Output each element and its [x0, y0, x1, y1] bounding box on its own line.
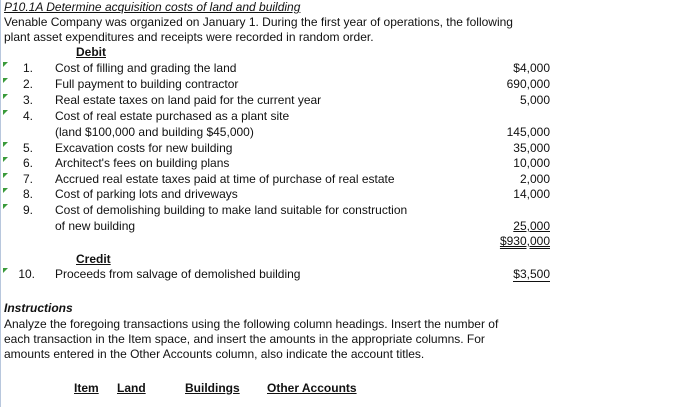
- debit-item-amount: 35,000: [513, 141, 550, 155]
- credit-item-description: Proceeds from salvage of demolished building: [55, 267, 301, 281]
- debit-item-number: 1.: [22, 61, 33, 75]
- debit-item-description: Full payment to building contractor: [55, 77, 239, 91]
- problem-title: P10.1A Determine acquisition costs of land and building: [4, 0, 301, 14]
- instructions-line-2: each transaction in the Item space, and insert the amounts in the appropriate columns. For: [4, 332, 485, 346]
- comment-marker-icon: [3, 110, 8, 115]
- comment-marker-icon: [3, 204, 8, 209]
- credit-header: Credit: [76, 252, 111, 266]
- instructions-header: Instructions: [4, 301, 73, 315]
- intro-line-2: plant asset expenditures and receipts were recorded in random order.: [4, 30, 374, 44]
- debit-item-amount: 5,000: [519, 93, 550, 107]
- debit-item-description: Cost of real estate purchased as a plant site: [55, 109, 290, 123]
- column-heading-item: Item: [74, 381, 99, 395]
- debit-item-number: 6.: [22, 156, 33, 170]
- debit-item-amount: $4,000: [513, 61, 550, 75]
- debit-item-description-cont: of new building: [55, 219, 136, 233]
- debit-item-amount: 25,000: [513, 219, 550, 233]
- debit-item-description: Accrued real estate taxes paid at time of purchase of real estate: [55, 172, 395, 186]
- comment-marker-icon: [3, 157, 8, 162]
- comment-marker-icon: [3, 94, 8, 99]
- debit-total: $930,000: [499, 234, 550, 248]
- column-heading-other-accounts: Other Accounts: [267, 381, 357, 395]
- credit-item-amount: $3,500: [513, 267, 550, 281]
- instructions-line-3: amounts entered in the Other Accounts column, also indicate the account titles.: [4, 347, 425, 361]
- comment-marker-icon: [3, 173, 8, 178]
- debit-item-description: Excavation costs for new building: [55, 141, 233, 155]
- debit-item-number: 8.: [22, 187, 33, 201]
- debit-item-number: 9.: [22, 203, 33, 217]
- debit-item-description: Cost of parking lots and driveways: [55, 187, 238, 201]
- debit-item-description: Real estate taxes on land paid for the current year: [55, 93, 322, 107]
- debit-header: Debit: [76, 45, 106, 59]
- debit-item-number: 4.: [22, 109, 33, 123]
- debit-item-description: Cost of filling and grading the land: [55, 61, 237, 75]
- intro-line-1: Venable Company was organized on January 1. During the first year of operations, the following: [4, 15, 513, 29]
- comment-marker-icon: [3, 78, 8, 83]
- comment-marker-icon: [3, 62, 8, 67]
- debit-item-description: Architect's fees on building plans: [55, 156, 230, 170]
- debit-item-amount: 14,000: [513, 187, 550, 201]
- debit-item-amount: 690,000: [506, 77, 550, 91]
- credit-item-number: 10.: [18, 267, 35, 281]
- comment-marker-icon: [3, 142, 8, 147]
- debit-item-amount: 145,000: [506, 125, 550, 139]
- debit-item-number: 5.: [22, 141, 33, 155]
- debit-item-description: Cost of demolishing building to make land suitable for construction: [55, 203, 408, 217]
- debit-item-amount: 10,000: [513, 156, 550, 170]
- debit-item-number: 2.: [22, 77, 33, 91]
- column-heading-buildings: Buildings: [185, 381, 240, 395]
- comment-marker-icon: [3, 188, 8, 193]
- comment-marker-icon: [3, 268, 8, 273]
- debit-item-amount: 2,000: [519, 172, 550, 186]
- debit-item-description-cont: (land $100,000 and building $45,000): [55, 125, 254, 139]
- instructions-line-1: Analyze the foregoing transactions using the following column headings. Insert the number of: [4, 317, 499, 331]
- debit-item-number: 7.: [22, 172, 33, 186]
- column-heading-land: Land: [117, 381, 146, 395]
- debit-item-number: 3.: [22, 93, 33, 107]
